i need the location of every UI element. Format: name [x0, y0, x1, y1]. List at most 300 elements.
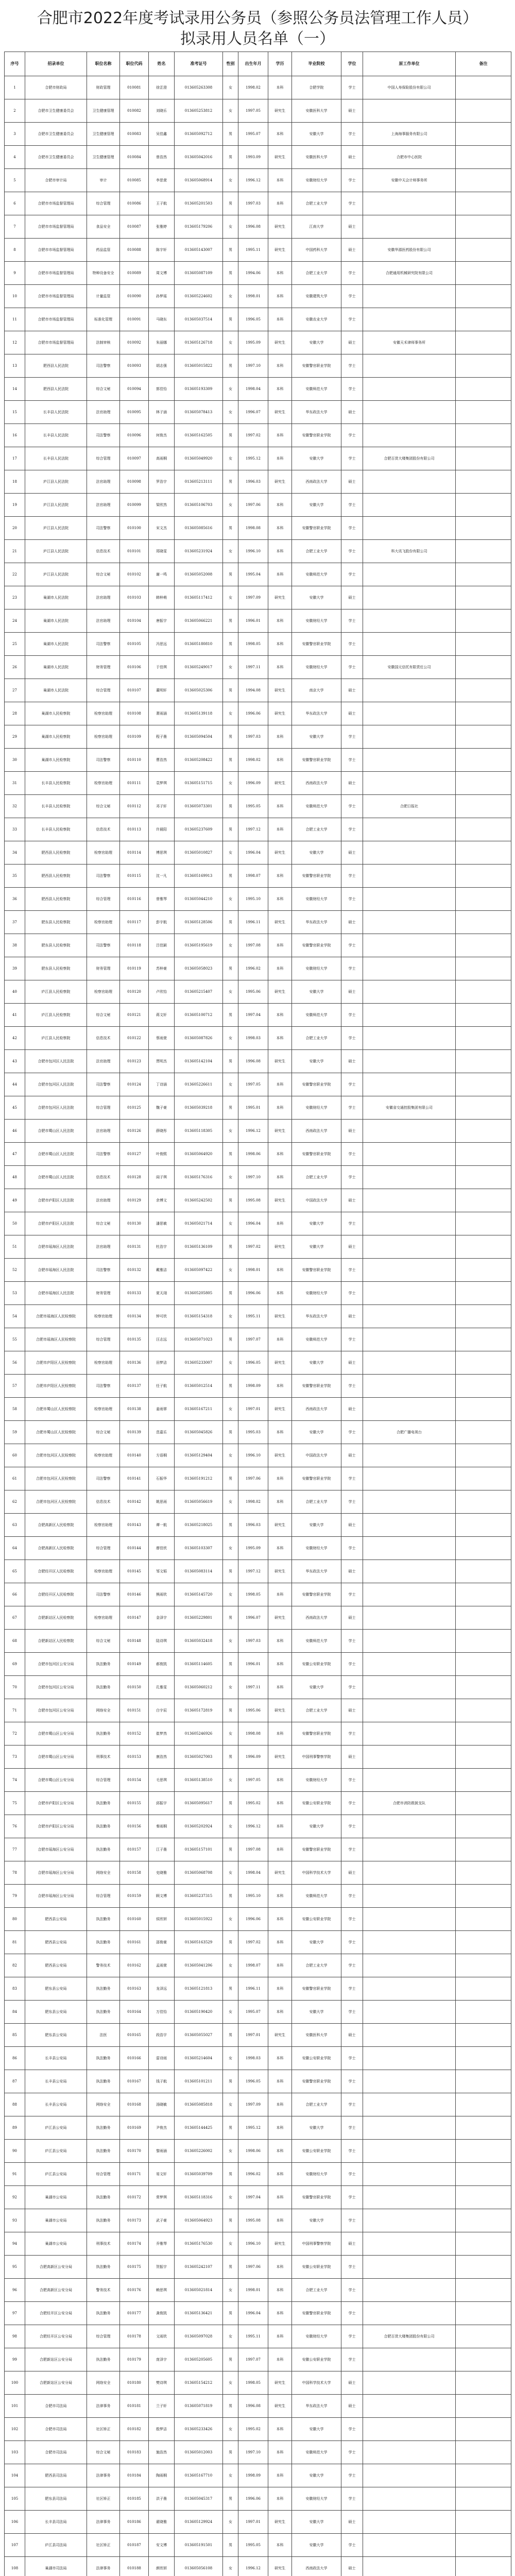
table-cell: 检察官助理: [87, 841, 120, 865]
table-cell: 013605205805: [175, 1282, 223, 1305]
table-cell: 殷梦洁: [149, 2418, 175, 2441]
table-cell: 010118: [120, 934, 149, 957]
table-cell: 检察官助理: [87, 725, 120, 749]
table-cell: 013605193309: [175, 378, 223, 401]
table-cell: 013605129404: [175, 1444, 223, 1467]
table-cell: 江南大学: [292, 215, 341, 239]
table-cell: 本科: [268, 2163, 292, 2186]
table-cell: 010087: [120, 215, 149, 239]
table-cell: 安徽警官职业学院: [292, 2186, 341, 2209]
table-cell: 013605179206: [175, 215, 223, 239]
table-cell: 学士: [341, 725, 363, 749]
column-header: 学位: [341, 52, 363, 76]
table-cell: 1996.05: [238, 308, 268, 331]
table-cell: 范嘉乐: [149, 1421, 175, 1444]
table-cell: 女: [223, 2140, 238, 2163]
table-cell: 010122: [120, 1027, 149, 1050]
table-cell: 44: [5, 1073, 25, 1096]
table-cell: [456, 2186, 511, 2209]
table-row: [5, 1931, 511, 1954]
table-cell: 1996.12: [238, 1815, 268, 1838]
table-cell: 肥西县公安局: [25, 1931, 87, 1954]
table-cell: 1996.01: [238, 1653, 268, 1676]
table-cell: 010115: [120, 865, 149, 888]
table-cell: 34: [5, 841, 25, 865]
table-cell: 司法警察: [87, 424, 120, 447]
table-cell: 010168: [120, 2093, 149, 2116]
table-row: [5, 1490, 511, 1514]
table-cell: 安徽师范大学: [292, 2441, 341, 2464]
table-cell: 学士: [341, 2116, 363, 2140]
table-cell: 013605042016: [175, 146, 223, 169]
table-cell: 合肥市庐阳区人民法院: [25, 1189, 87, 1212]
table-cell: 庐江县人民检察院: [25, 1027, 87, 1050]
table-cell: 硕士: [341, 1120, 363, 1143]
table-cell: 安徽财经大学: [292, 1282, 341, 1305]
table-cell: [456, 2024, 511, 2047]
table-cell: [456, 563, 511, 586]
table-cell: 研究生: [268, 2557, 292, 2576]
table-cell: 何俊杰: [149, 424, 175, 447]
table-cell: [363, 1699, 456, 1722]
table-cell: 010132: [120, 1259, 149, 1282]
table-cell: 013605085818: [175, 2093, 223, 2116]
table-cell: 1998.06: [238, 1143, 268, 1166]
column-header: 出生年月: [238, 52, 268, 76]
table-cell: 28: [5, 702, 25, 725]
table-cell: 1997.04: [238, 2186, 268, 2209]
table-row: [5, 1676, 511, 1699]
table-cell: 女: [223, 1769, 238, 1792]
table-cell: [456, 749, 511, 772]
table-cell: 陶雨桐: [149, 2464, 175, 2487]
table-cell: [456, 1004, 511, 1027]
table-cell: 013605097422: [175, 1259, 223, 1282]
table-cell: 本科: [268, 818, 292, 841]
table-cell: 执法勤务: [87, 1908, 120, 1931]
table-cell: 安徽警官职业学院: [292, 517, 341, 540]
table-cell: [456, 2256, 511, 2279]
table-cell: 研究生: [268, 841, 292, 865]
table-cell: 检察官助理: [87, 772, 120, 795]
table-cell: 010174: [120, 2232, 149, 2256]
table-cell: 西南政法大学: [292, 2557, 341, 2576]
table-cell: 合肥市蜀山区人民法院: [25, 1166, 87, 1189]
table-row: [5, 2464, 511, 2487]
table-cell: 女: [223, 169, 238, 192]
table-cell: 综合文秘: [87, 795, 120, 818]
table-cell: 学士: [341, 1722, 363, 1745]
table-cell: 网络安全: [87, 1699, 120, 1722]
table-cell: 肥西县公安局: [25, 1908, 87, 1931]
table-cell: 检察官助理: [87, 1514, 120, 1537]
table-row: [5, 1096, 511, 1120]
table-cell: 1995.01: [238, 1096, 268, 1120]
table-row: [5, 1861, 511, 1885]
table-cell: 女: [223, 702, 238, 725]
table-cell: 9: [5, 262, 25, 285]
table-cell: 本科: [268, 262, 292, 285]
table-cell: 颜欣妍: [149, 2557, 175, 2576]
table-cell: 2: [5, 99, 25, 123]
table-cell: 中国政法大学: [292, 1189, 341, 1212]
table-cell: 司法警察: [87, 749, 120, 772]
table-cell: 女: [223, 2325, 238, 2348]
table-cell: 1998.05: [238, 2371, 268, 2395]
table-cell: [363, 1444, 456, 1467]
table-cell: 学士: [341, 2418, 363, 2441]
table-cell: [456, 285, 511, 308]
table-cell: 男: [223, 725, 238, 749]
table-cell: 女: [223, 888, 238, 911]
table-cell: 女: [223, 2511, 238, 2534]
table-cell: 31: [5, 772, 25, 795]
table-cell: [363, 1653, 456, 1676]
table-cell: 社区矫正: [87, 2418, 120, 2441]
table-row: [5, 470, 511, 494]
table-cell: 男: [223, 1235, 238, 1259]
table-cell: 研究生: [268, 1351, 292, 1375]
table-cell: [363, 1560, 456, 1583]
table-cell: [363, 1490, 456, 1514]
table-cell: 执法勤务: [87, 2186, 120, 2209]
table-cell: 19: [5, 494, 25, 517]
table-row: [5, 1699, 511, 1722]
table-cell: 1995.11: [238, 239, 268, 262]
table-cell: 学士: [341, 2441, 363, 2464]
table-cell: 010145: [120, 1560, 149, 1583]
table-cell: 女: [223, 1027, 238, 1050]
table-cell: 合肥工业大学: [292, 2279, 341, 2302]
table-cell: [456, 2418, 511, 2441]
table-cell: 1996.10: [238, 540, 268, 563]
table-cell: 男: [223, 1745, 238, 1769]
table-cell: 本科: [268, 424, 292, 447]
table-cell: 沈一凡: [149, 865, 175, 888]
table-cell: 安徽大学: [292, 2209, 341, 2232]
table-cell: 1997.12: [238, 1560, 268, 1583]
table-cell: 安徽大学: [292, 2534, 341, 2557]
table-cell: 1998.01: [238, 2279, 268, 2302]
table-cell: 硕士: [341, 1444, 363, 1467]
table-cell: 1997.10: [238, 2441, 268, 2464]
table-cell: 执法勤务: [87, 1792, 120, 1815]
table-cell: 1995.06: [238, 1699, 268, 1722]
table-cell: 执法勤务: [87, 2116, 120, 2140]
table-cell: [363, 2163, 456, 2186]
table-cell: [456, 169, 511, 192]
table-cell: 86: [5, 2047, 25, 2070]
table-cell: 安徽建筑大学: [292, 285, 341, 308]
table-cell: 本科: [268, 1653, 292, 1676]
table-cell: 013605039218: [175, 1096, 223, 1120]
table-cell: 执法勤务: [87, 2348, 120, 2371]
table-cell: 学士: [341, 192, 363, 215]
table-cell: [456, 1120, 511, 1143]
table-row: [5, 841, 511, 865]
table-cell: 本科: [268, 1792, 292, 1815]
table-cell: [363, 841, 456, 865]
table-cell: 55: [5, 1328, 25, 1351]
table-row: [5, 772, 511, 795]
table-cell: 综合管理: [87, 2325, 120, 2348]
table-cell: [363, 1931, 456, 1954]
table-cell: 综合管理: [87, 192, 120, 215]
table-cell: 南京大学: [292, 679, 341, 702]
table-cell: 010169: [120, 2116, 149, 2140]
table-cell: 010092: [120, 331, 149, 354]
table-cell: 1: [5, 76, 25, 99]
table-cell: [363, 2093, 456, 2116]
table-cell: 本科: [268, 2279, 292, 2302]
table-cell: 010167: [120, 2070, 149, 2093]
table-cell: 1996.04: [238, 841, 268, 865]
table-row: [5, 2232, 511, 2256]
table-cell: 学士: [341, 2279, 363, 2302]
table-cell: 013605032418: [175, 1630, 223, 1653]
table-cell: 1996.05: [238, 1351, 268, 1375]
table-row: [5, 1259, 511, 1282]
table-cell: 安徽国元信托有限责任公司: [363, 656, 456, 679]
table-cell: 女: [223, 1861, 238, 1885]
table-cell: 司法警察: [87, 517, 120, 540]
table-cell: 42: [5, 1027, 25, 1050]
table-cell: 综合文秘: [87, 1212, 120, 1235]
table-cell: 巢湖市人民法院: [25, 586, 87, 609]
table-cell: 22: [5, 563, 25, 586]
table-cell: 华东政法大学: [292, 702, 341, 725]
table-cell: 013605154318: [175, 1305, 223, 1328]
table-cell: [456, 2047, 511, 2070]
table-cell: 013605121813: [175, 1977, 223, 2001]
table-row: [5, 517, 511, 540]
table-cell: 1995.04: [238, 563, 268, 586]
table-cell: 010188: [120, 2557, 149, 2576]
table-cell: 安徽大学: [292, 1351, 341, 1375]
table-cell: 研究生: [268, 1861, 292, 1885]
table-cell: 100: [5, 2371, 25, 2395]
table-cell: 男: [223, 749, 238, 772]
table-row: [5, 1305, 511, 1328]
table-cell: 1996.02: [238, 2163, 268, 2186]
table-row: [5, 563, 511, 586]
table-cell: 合肥市卫生健康委员会: [25, 123, 87, 146]
table-cell: [456, 447, 511, 470]
table-cell: 卫生健康管理: [87, 99, 120, 123]
table-cell: 安徽医科大学: [292, 99, 341, 123]
table-cell: 巢湖市人民法院: [25, 679, 87, 702]
table-cell: 本科: [268, 1467, 292, 1490]
table-cell: 安文博: [149, 2534, 175, 2557]
table-cell: 肥东县公安局: [25, 1977, 87, 2001]
table-cell: 硕士: [341, 2024, 363, 2047]
table-cell: 合肥学院: [292, 76, 341, 99]
table-cell: 男: [223, 1699, 238, 1722]
table-cell: 010084: [120, 146, 149, 169]
table-cell: 综合管理: [87, 679, 120, 702]
table-cell: 长丰县人民法院: [25, 401, 87, 424]
table-cell: 安徽公安职业学院: [292, 1653, 341, 1676]
table-cell: 1995.05: [238, 795, 268, 818]
table-cell: 1996.12: [238, 1120, 268, 1143]
table-cell: 学士: [341, 1630, 363, 1653]
table-cell: 013605012514: [175, 1375, 223, 1398]
table-cell: 010100: [120, 517, 149, 540]
table-cell: 执法勤务: [87, 1931, 120, 1954]
table-cell: 樊诗琪: [149, 2371, 175, 2395]
table-cell: 1996.07: [238, 401, 268, 424]
table-cell: 硕士: [341, 99, 363, 123]
table-cell: 学士: [341, 2163, 363, 2186]
table-cell: 合肥工业大学: [292, 262, 341, 285]
table-cell: 73: [5, 1745, 25, 1769]
table-cell: 1998.09: [238, 2464, 268, 2487]
table-cell: 研究生: [268, 2232, 292, 2256]
table-cell: 010097: [120, 447, 149, 470]
table-cell: 汪志远: [149, 1328, 175, 1351]
table-cell: 本科: [268, 2070, 292, 2093]
table-cell: 010182: [120, 2418, 149, 2441]
table-cell: 男: [223, 1838, 238, 1861]
table-cell: 执法勤务: [87, 1653, 120, 1676]
table-cell: 男: [223, 2256, 238, 2279]
table-row: [5, 2487, 511, 2511]
table-cell: 1997.01: [238, 1398, 268, 1421]
table-cell: 本科: [268, 2209, 292, 2232]
table-cell: [363, 1722, 456, 1745]
table-cell: 学士: [341, 888, 363, 911]
table-cell: 013605249017: [175, 656, 223, 679]
table-cell: 67: [5, 1606, 25, 1630]
table-cell: 010083: [120, 123, 149, 146]
table-row: [5, 2116, 511, 2140]
table-cell: 学士: [341, 285, 363, 308]
table-cell: 安徽财经大学: [292, 169, 341, 192]
table-cell: 男: [223, 1560, 238, 1583]
table-row: [5, 1073, 511, 1096]
table-cell: 本科: [268, 540, 292, 563]
table-cell: 010088: [120, 239, 149, 262]
table-cell: 学士: [341, 1931, 363, 1954]
table-cell: [363, 1282, 456, 1305]
table-cell: 1996.07: [238, 1606, 268, 1630]
table-cell: 硕士: [341, 1351, 363, 1375]
table-cell: 庐江县公安局: [25, 2116, 87, 2140]
table-cell: 法官助理: [87, 1235, 120, 1259]
table-row: [5, 2557, 511, 2576]
table-cell: 安徽大学: [292, 980, 341, 1004]
table-cell: 010175: [120, 2256, 149, 2279]
table-cell: 硕士: [341, 980, 363, 1004]
table-cell: 史晓雅: [149, 1861, 175, 1885]
table-cell: 013605169913: [175, 865, 223, 888]
table-cell: 1998.03: [238, 1027, 268, 1050]
table-cell: 朱丽娜: [149, 331, 175, 354]
table-cell: [456, 934, 511, 957]
table-cell: [456, 1792, 511, 1815]
table-cell: 邓子轩: [149, 795, 175, 818]
table-cell: 刑事技术: [87, 2232, 120, 2256]
table-cell: 013605044210: [175, 888, 223, 911]
table-cell: 信息技术: [87, 1490, 120, 1514]
table-cell: 学士: [341, 633, 363, 656]
table-cell: 合肥市瑶海区公安分局: [25, 1885, 87, 1908]
table-cell: 安徽公安职业学院: [292, 2047, 341, 2070]
table-cell: 107: [5, 2534, 25, 2557]
table-cell: 本科: [268, 1073, 292, 1096]
table-cell: 长丰县公安局: [25, 2047, 87, 2070]
table-cell: 安徽警官职业学院: [292, 1838, 341, 1861]
table-cell: 4: [5, 146, 25, 169]
table-cell: 顾文博: [149, 1885, 175, 1908]
table-cell: 吕佳颖: [149, 934, 175, 957]
table-cell: 学士: [341, 1908, 363, 1931]
table-cell: 1995.03: [238, 1421, 268, 1444]
table-cell: 安徽大学: [292, 1421, 341, 1444]
table-cell: 1997.03: [238, 1630, 268, 1653]
table-cell: 研究生: [268, 772, 292, 795]
table-cell: 高雨桐: [149, 447, 175, 470]
table-cell: 96: [5, 2279, 25, 2302]
table-cell: 研究生: [268, 1398, 292, 1421]
table-cell: 硕士: [341, 586, 363, 609]
table-cell: 本科: [268, 1143, 292, 1166]
table-cell: 010142: [120, 1490, 149, 1514]
table-row: [5, 1514, 511, 1537]
table-row: [5, 354, 511, 378]
table-cell: 013605064920: [175, 1143, 223, 1166]
table-cell: 女: [223, 494, 238, 517]
table-cell: 女: [223, 1120, 238, 1143]
table-cell: [456, 517, 511, 540]
table-cell: 研究生: [268, 1514, 292, 1537]
table-cell: 女: [223, 1212, 238, 1235]
table-cell: 合肥经开区公安分局: [25, 2302, 87, 2325]
table-cell: 司法警察: [87, 1467, 120, 1490]
table-cell: 秦雨桐: [149, 1815, 175, 1838]
table-cell: 肥西县人民检察院: [25, 865, 87, 888]
table-cell: 1997.10: [238, 354, 268, 378]
table-cell: 本科: [268, 957, 292, 980]
table-cell: 013605202924: [175, 1815, 223, 1838]
table-cell: 本科: [268, 494, 292, 517]
table-cell: [456, 540, 511, 563]
table-cell: 合肥工业大学: [292, 1699, 341, 1722]
table-cell: [456, 2511, 511, 2534]
table-cell: 27: [5, 679, 25, 702]
table-cell: 39: [5, 957, 25, 980]
table-cell: 男: [223, 1653, 238, 1676]
table-cell: 合肥市蜀山区公安分局: [25, 1722, 87, 1745]
table-cell: 学士: [341, 2256, 363, 2279]
table-cell: 男: [223, 633, 238, 656]
table-cell: 本科: [268, 1977, 292, 2001]
table-cell: 卢欣怡: [149, 980, 175, 1004]
table-cell: 综合管理: [87, 1328, 120, 1351]
table-cell: 中国科学技术大学: [292, 1861, 341, 1885]
table-cell: 安徽警官职业学院: [292, 1073, 341, 1096]
table-cell: 安徽师范大学: [292, 795, 341, 818]
table-cell: 周文博: [149, 262, 175, 285]
table-cell: 男: [223, 2395, 238, 2418]
table-cell: 安徽警官职业学院: [292, 2070, 341, 2093]
table-cell: 本科: [268, 1166, 292, 1189]
table-cell: 合肥市瑶海区人民法院: [25, 1259, 87, 1282]
table-cell: 邱振宇: [149, 1792, 175, 1815]
table-cell: 警务技术: [87, 2279, 120, 2302]
table-cell: 本科: [268, 1027, 292, 1050]
table-cell: 1998.04: [238, 378, 268, 401]
